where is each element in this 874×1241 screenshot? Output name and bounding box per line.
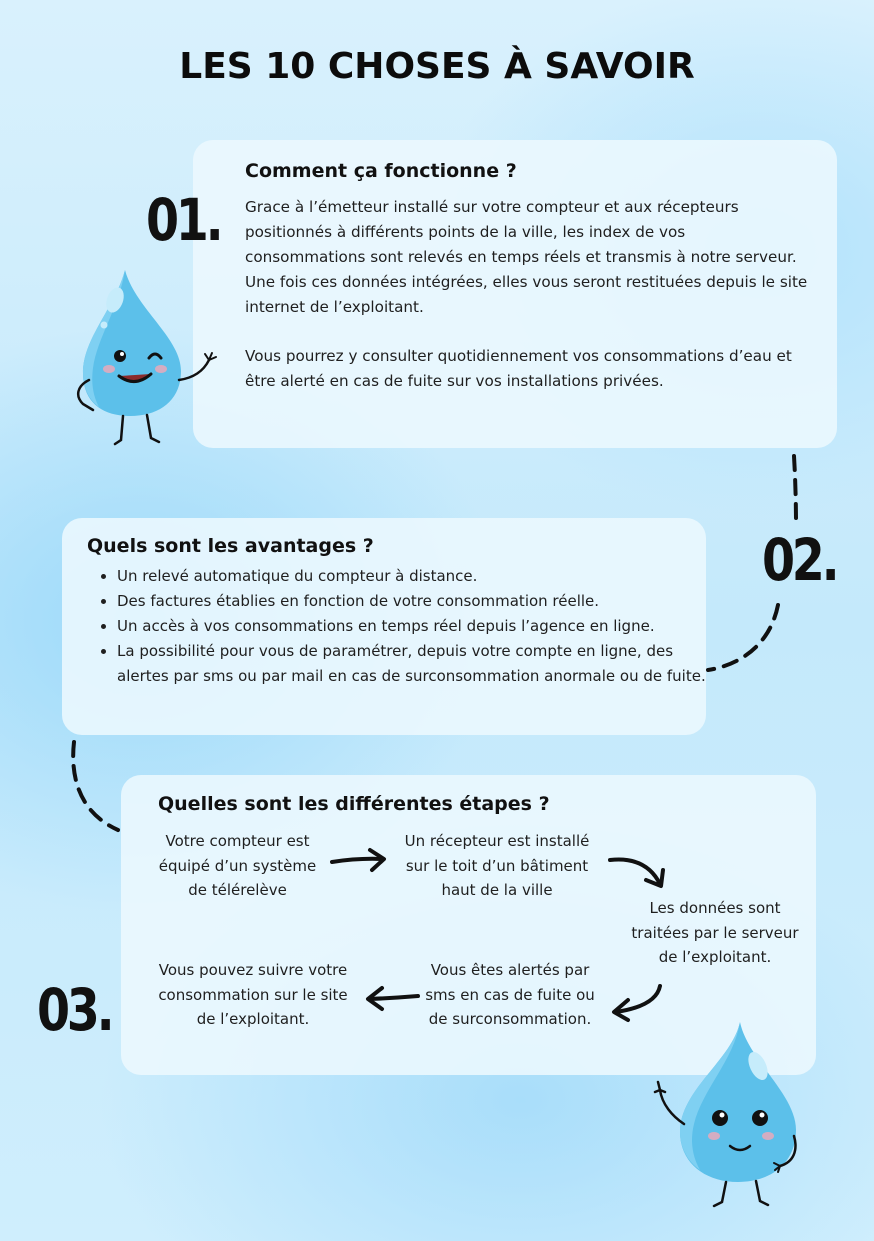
step-5-text: Vous pouvez suivre votre consommation sur le site de l’exploitant. <box>158 961 348 1028</box>
section-steps-heading: Quelles sont les différentes étapes ? <box>158 793 550 815</box>
arrow-left-icon <box>362 984 422 1014</box>
arrow-right-icon <box>330 848 390 878</box>
arrow-curved-down-right-icon <box>606 852 668 892</box>
section-how-it-works-heading: Comment ça fonctionne ? <box>245 160 517 182</box>
section-number-02: 02. <box>762 526 837 594</box>
water-drop-mascot-pointing-icon <box>648 1020 808 1210</box>
arrow-curved-down-left-icon <box>606 982 668 1022</box>
step-1-text: Votre compteur est équipé d’un système de télérelève <box>158 832 317 899</box>
page-title: LES 10 CHOSES À SAVOIR <box>179 46 695 87</box>
section-how-it-works-paragraph-1: Grace à l’émetteur installé sur votre compteur et aux récepteurs positionnés à différents points de la ville, les index de vos consommations sont relevés en temps réels et transmis à notre serveur. Une fois ces données intégrées, elles vous seront restituées depuis le site internet de l’exploitant. <box>245 198 808 316</box>
section-advantages-heading: Quels sont les avantages ? <box>87 535 374 557</box>
step-4-text: Vous êtes alertés par sms en cas de fuite ou de surconsommation. <box>425 961 595 1028</box>
advantage-item: • Un relevé automatique du compteur à distance. <box>117 564 707 589</box>
water-drop-mascot-winking-icon <box>75 268 225 453</box>
section-number-03: 03. <box>37 976 112 1044</box>
section-number-01: 01. <box>146 186 221 254</box>
advantage-item: • La possibilité pour vous de paramétrer, depuis votre compte en ligne, des alertes par sms ou par mail en cas de surconsommation anormale ou de fuite. <box>117 639 707 689</box>
advantage-item: • Des factures établies en fonction de votre consommation réelle. <box>117 589 707 614</box>
dashed-connector-2-to-3 <box>60 738 130 838</box>
section-how-it-works-paragraph-2: Vous pourrez y consulter quotidiennement vos consommations d’eau et être alerté en cas de fuite sur vos installations privées. <box>245 347 792 390</box>
step-2-text: Un récepteur est installé sur le toit d’un bâtiment haut de la ville <box>404 832 590 899</box>
advantage-item: • Un accès à vos consommations en temps réel depuis l’agence en ligne. <box>117 614 707 639</box>
advantages-list <box>87 564 707 689</box>
step-3-text: Les données sont traitées par le serveur de l’exploitant. <box>631 899 799 966</box>
